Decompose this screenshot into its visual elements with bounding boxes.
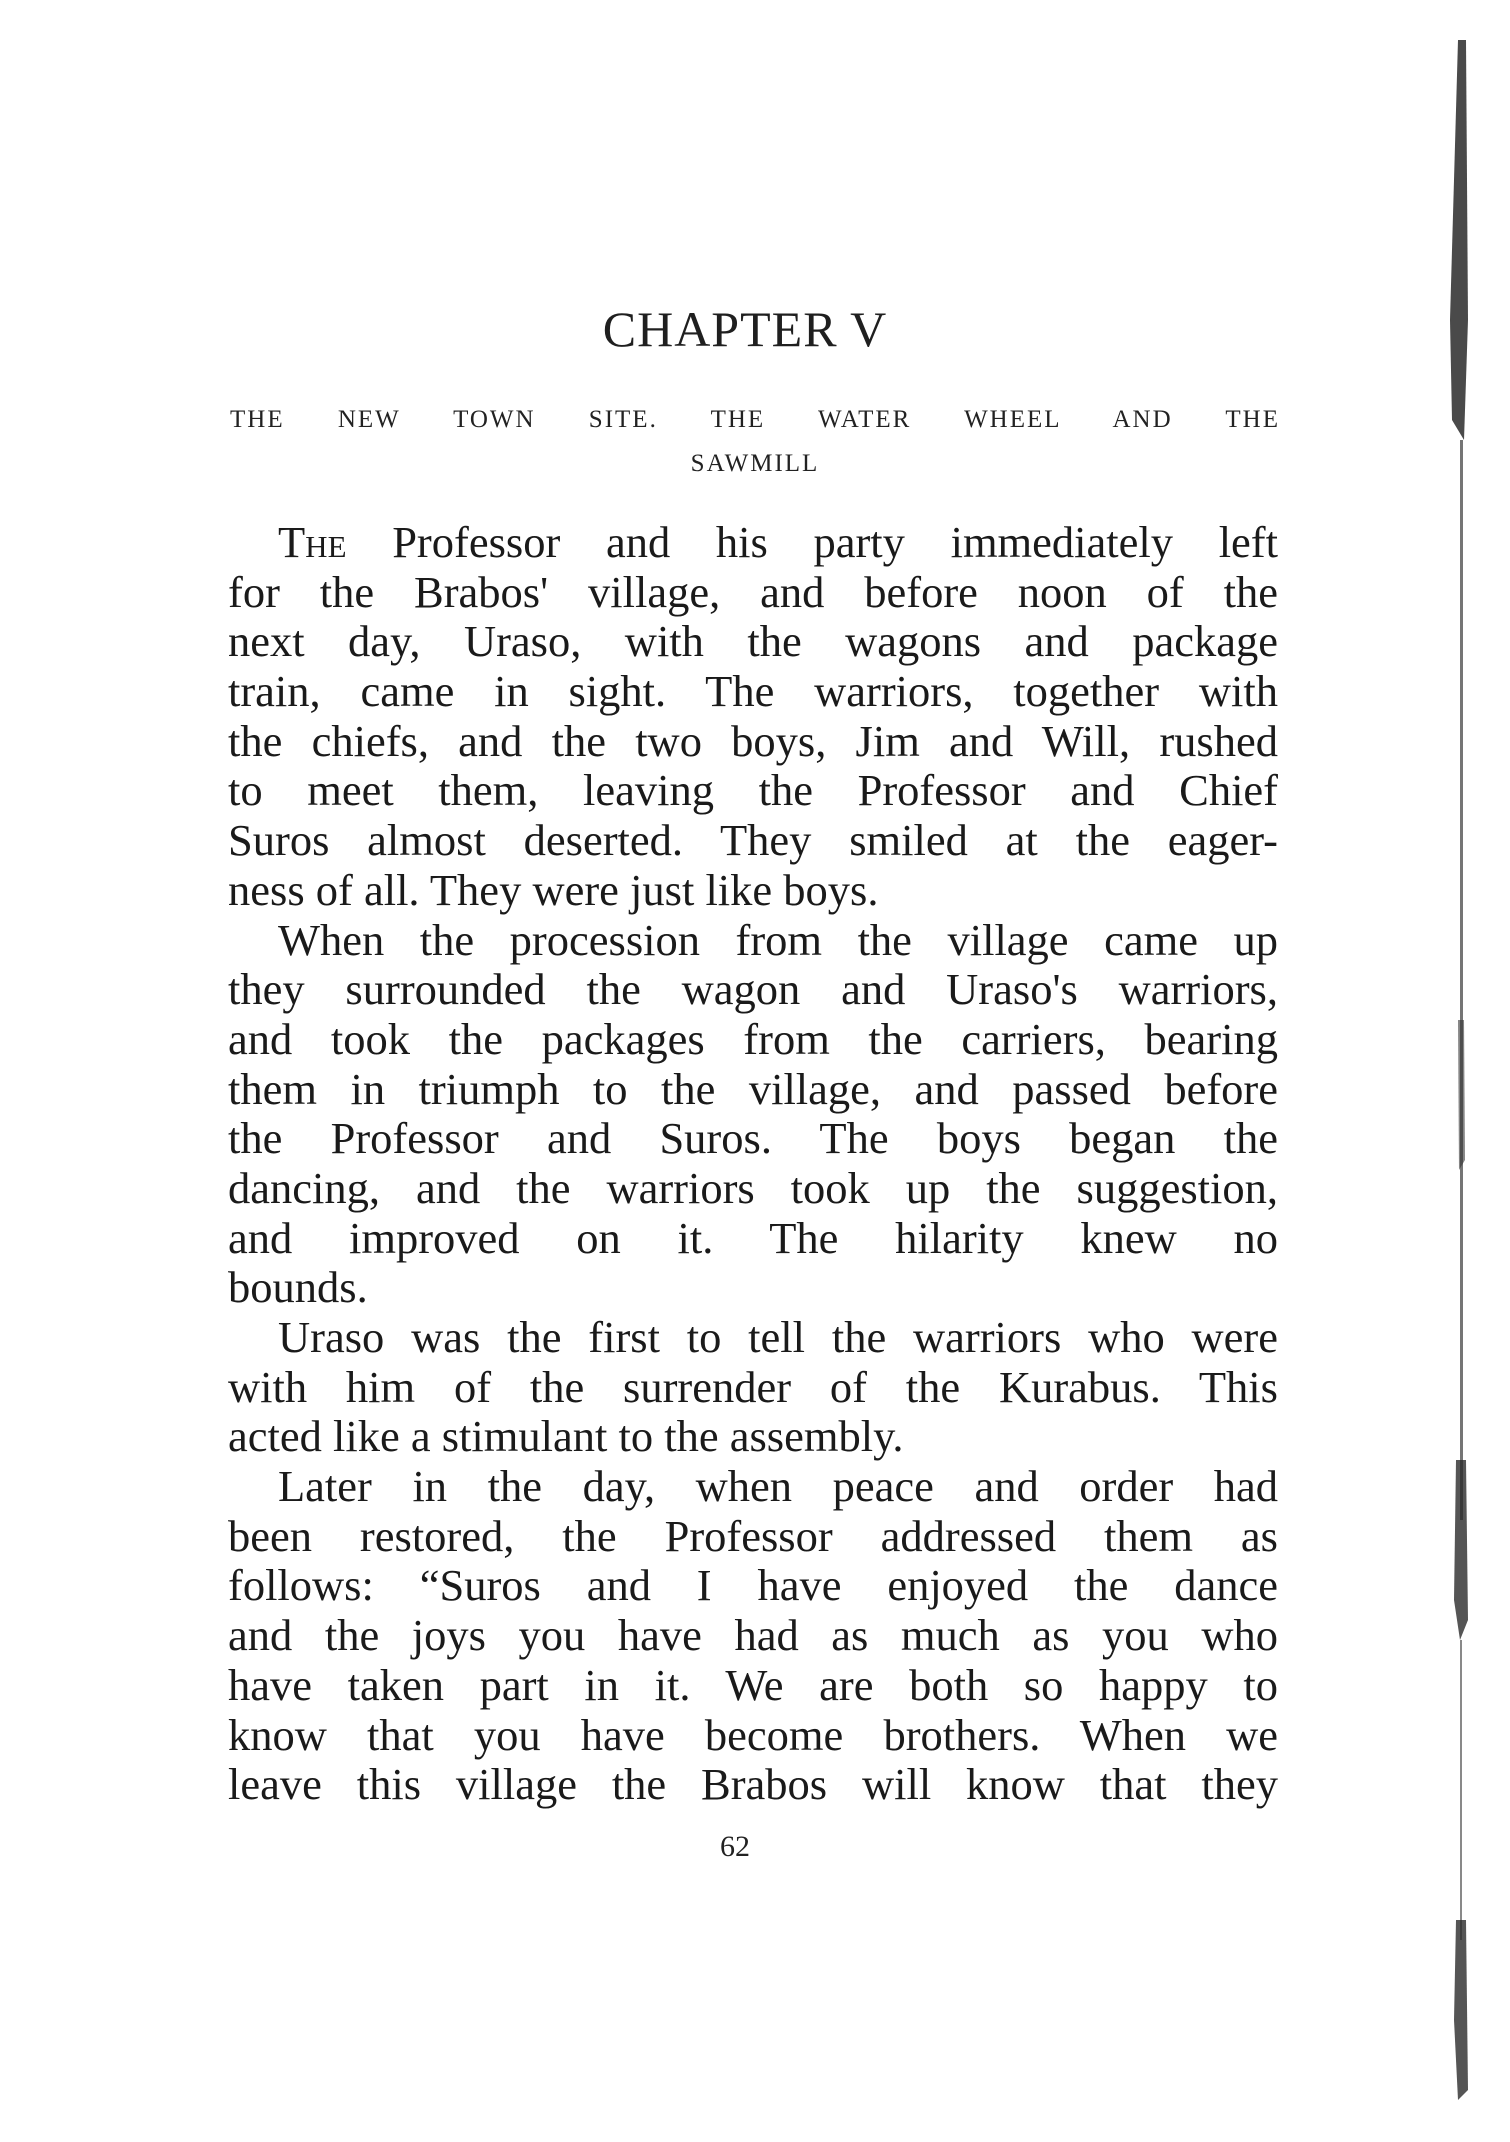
text-line: with him of the surrender of the Kurabus. This (228, 1361, 1278, 1412)
text-line: and took the packages from the carriers, bearing (228, 1013, 1278, 1064)
text-line: for the Brabos' village, and before noon of the (228, 566, 1278, 617)
body-text (228, 518, 1278, 1810)
text-line: they surrounded the wagon and Uraso's warriors, (228, 964, 1278, 1015)
paragraph (228, 916, 1278, 1314)
text-line: them in triumph to the village, and passed before (228, 1063, 1278, 1114)
paragraph (228, 1313, 1278, 1462)
text-line: train, came in sight. The warriors, together with (228, 666, 1278, 717)
text-line: When the procession from the village came up (278, 914, 1278, 965)
text-line: Uraso was the first to tell the warriors who were (278, 1312, 1278, 1362)
text-line (228, 518, 1278, 568)
text-line: to meet them, leaving the Professor and Chief (228, 765, 1278, 816)
text-fragment: Professor and his party immediately left (346, 517, 1278, 567)
chapter-subtitle (230, 398, 1280, 486)
subtitle-line: THE NEW TOWN SITE. THE WATER WHEEL AND THE (230, 406, 1280, 433)
text-line: bounds. (228, 1262, 368, 1313)
text-line: leave this village the Brabos will know that they (228, 1759, 1278, 1810)
text-line: know that you have become brothers. When we (228, 1709, 1278, 1760)
text-line: Later in the day, when peace and order had (278, 1461, 1278, 1512)
text-line: been restored, the Professor addressed them as (228, 1510, 1278, 1561)
text-line: dancing, and the warriors took up the suggestion, (228, 1162, 1278, 1213)
subtitle-line: SAWMILL (690, 450, 820, 477)
chapter-heading (0, 300, 1510, 358)
text-line: have taken part in it. We are both so happy to (228, 1659, 1278, 1710)
text-line: next day, Uraso, with the wagons and package (228, 616, 1278, 667)
text-line: follows: “Suros and I have enjoyed the dance (228, 1560, 1278, 1611)
text-line: ness of all. They were just like boys. (228, 864, 879, 915)
text-line: and the joys you have had as much as you who (228, 1610, 1278, 1661)
text-line: the Professor and Suros. The boys began the (228, 1113, 1278, 1164)
page-number: 62 (720, 1830, 750, 1863)
paragraph (228, 1462, 1278, 1810)
chapter-number: CHAPTER V (602, 301, 888, 357)
lead-word: The (278, 517, 347, 567)
text-line: the chiefs, and the two boys, Jim and Will, rushed (228, 715, 1278, 766)
text-line: Suros almost deserted. They smiled at the eager- (228, 815, 1278, 866)
text-line: acted like a stimulant to the assembly. (228, 1411, 904, 1462)
text-line: and improved on it. The hilarity knew no (228, 1212, 1278, 1263)
paragraph (228, 518, 1278, 916)
